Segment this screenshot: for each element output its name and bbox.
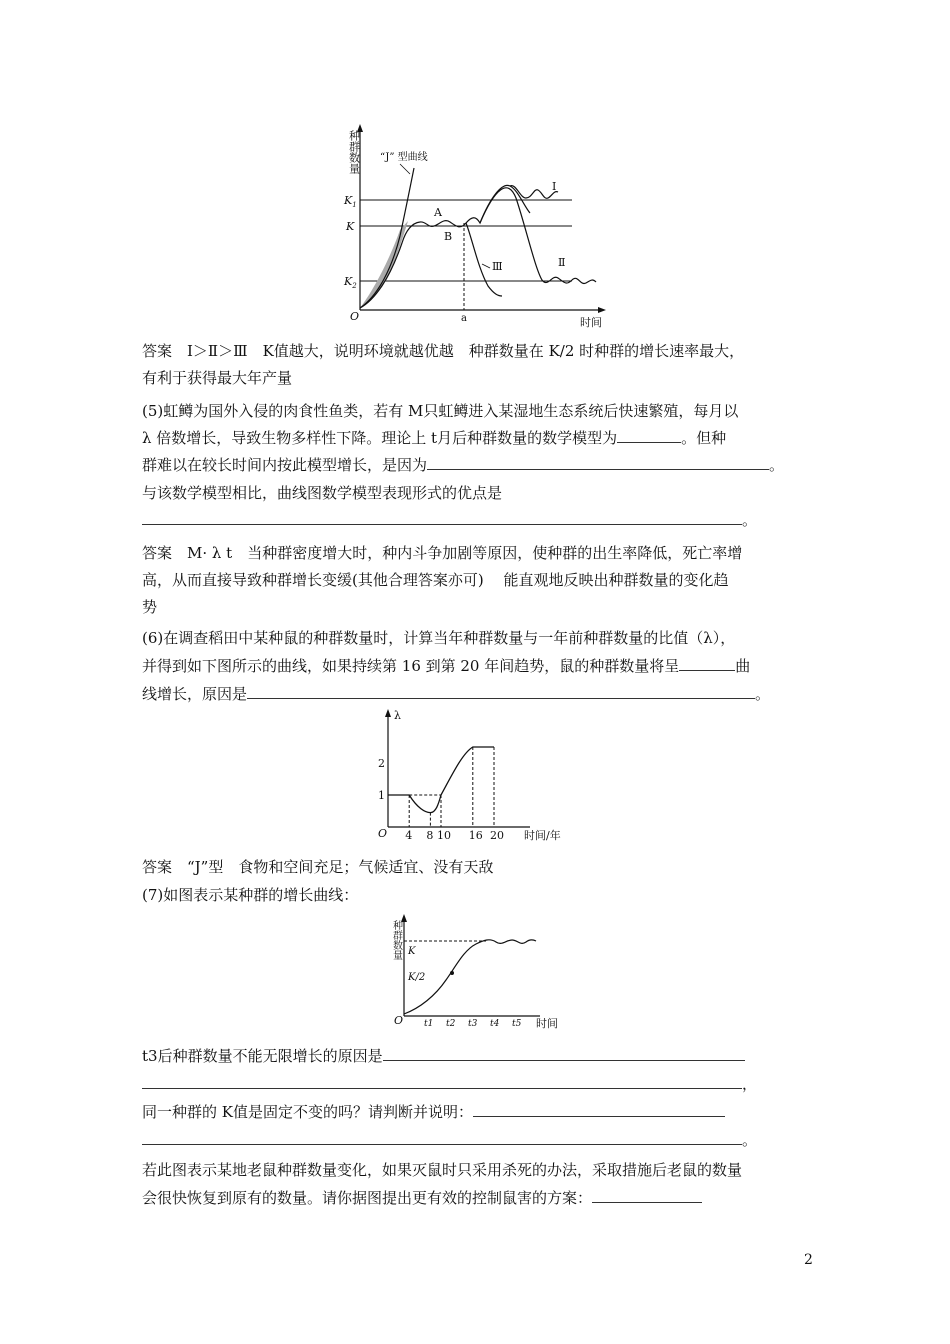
k2-label: $K_2$ bbox=[344, 275, 357, 290]
s-ylabel: 种群数量 bbox=[390, 920, 402, 960]
s-xlabel: 时间 bbox=[536, 1017, 558, 1030]
fig1-xlabel: 时间 bbox=[580, 316, 602, 329]
s-curve bbox=[360, 185, 530, 308]
blank-6b[interactable] bbox=[247, 684, 755, 699]
answer-4-line1: 答案 Ⅰ＞Ⅱ＞Ⅲ K值越大，说明环境就越优越 种群数量在 K/2 时种群的增长速率最大， bbox=[142, 342, 745, 360]
blank-7b[interactable] bbox=[142, 1074, 742, 1089]
question-5-line4: 与该数学模型相比，曲线图数学模型表现形式的优点是 bbox=[142, 484, 503, 502]
tick-a-label: a bbox=[461, 313, 467, 324]
blank-5b[interactable] bbox=[427, 455, 769, 470]
lambda-xtick-16: 16 bbox=[468, 829, 483, 842]
t5-tick: t5 bbox=[512, 1019, 522, 1029]
blank-7c[interactable] bbox=[473, 1102, 725, 1117]
blank-7a[interactable] bbox=[383, 1046, 745, 1061]
blank-5a[interactable] bbox=[617, 428, 681, 443]
question-5-line5: 。 bbox=[142, 510, 757, 530]
lambda-xtick-4: 4 bbox=[405, 829, 413, 842]
question-7-line4: 同一种群的 K值是固定不变的吗？请判断并说明： bbox=[142, 1102, 725, 1122]
figure-s-curve bbox=[380, 910, 570, 1036]
question-5-line1: (5)虹鳟为国外入侵的肉食性鱼类，若有 M只虹鳟进入某湿地生态系统后快速繁殖，每月以 bbox=[142, 402, 739, 420]
lambda-xtick-10: 10 bbox=[437, 829, 451, 842]
lambda-origin: O bbox=[378, 827, 388, 840]
question-6-line1: (6)在调查稻田中某种鼠的种群数量时，计算当年种群数量与一年前种群数量的比值（λ）， bbox=[142, 629, 736, 647]
question-7-line7: 会很快恢复到原有的数量。请你据图提出更有效的控制鼠害的方案： bbox=[142, 1188, 702, 1208]
s-k-label: K bbox=[408, 946, 416, 957]
lambda-ylabel: λ bbox=[394, 709, 401, 722]
figure-population-curves bbox=[330, 118, 620, 333]
question-7-line2: t3后种群数量不能无限增长的原因是 bbox=[142, 1046, 745, 1066]
s-origin: O bbox=[394, 1014, 404, 1027]
lambda-ytick-2: 2 bbox=[378, 757, 385, 770]
question-7-line6: 若此图表示某地老鼠种群数量变化，如果灭鼠时只采用杀死的办法，采取措施后老鼠的数量 bbox=[142, 1161, 743, 1179]
answer-5-line2: 高，从而直接导致种群增长变缓(其他合理答案亦可) 能直观地反映出种群数量的变化趋 bbox=[142, 571, 729, 589]
fig1-ylabel: 种群数量 bbox=[347, 130, 361, 174]
page-number: 2 bbox=[804, 1252, 813, 1268]
t1-tick: t1 bbox=[424, 1019, 434, 1029]
answer-5-line3: 势 bbox=[142, 598, 158, 616]
answer-6-line1: 答案 “J”型 食物和空间充足；气候适宜、没有天敌 bbox=[142, 858, 494, 876]
j-curve-label: “J” 型曲线 bbox=[380, 152, 428, 163]
blank-7d[interactable] bbox=[142, 1130, 742, 1145]
t2-tick: t2 bbox=[446, 1019, 456, 1029]
j-curve bbox=[360, 168, 414, 308]
s-k2-label: K/2 bbox=[408, 972, 426, 983]
lambda-xtick-8: 8 bbox=[426, 829, 434, 842]
k1-label: $K_1$ bbox=[344, 194, 357, 209]
answer-5-line1: 答案 M· λ t 当种群密度增大时，种内斗争加剧等原因，使种群的出生率降低，死亡率增 bbox=[142, 544, 743, 562]
question-5-line2: λ 倍数增长，导致生物多样性下降。理论上 t月后种群数量的数学模型为 。但种 bbox=[142, 429, 727, 447]
question-7-line3: ， bbox=[142, 1074, 757, 1094]
lambda-xtick-20: 20 bbox=[490, 829, 504, 842]
blank-6a[interactable] bbox=[679, 656, 735, 671]
question-6-line3: 线增长，原因是 。 bbox=[142, 685, 771, 703]
blank-7e[interactable] bbox=[592, 1188, 702, 1203]
lambda-chart bbox=[370, 705, 590, 845]
point-a-label: A bbox=[434, 206, 442, 219]
curve-1 bbox=[510, 186, 558, 199]
question-5-line3: 群难以在较长时间内按此模型增长，是因为 。 bbox=[142, 456, 785, 474]
fig1-origin: O bbox=[350, 310, 360, 323]
curve-3-label: Ⅲ bbox=[492, 260, 503, 273]
lambda-ytick-1: 1 bbox=[378, 789, 385, 802]
question-7-line5: 。 bbox=[142, 1130, 757, 1150]
answer-4-line2: 有利于获得最大年产量 bbox=[142, 369, 293, 387]
t4-tick: t4 bbox=[490, 1019, 500, 1029]
curve-2-label: Ⅱ bbox=[558, 256, 566, 269]
curve-1-label: Ⅰ bbox=[552, 180, 557, 193]
point-b-label: B bbox=[444, 230, 453, 243]
question-7-line1: (7)如图表示某种群的增长曲线： bbox=[142, 886, 359, 904]
k2-point bbox=[450, 971, 454, 975]
lambda-xlabel: 时间/年 bbox=[524, 829, 561, 842]
x-axis-arrow bbox=[598, 307, 606, 313]
t3-tick: t3 bbox=[468, 1019, 478, 1029]
blank-5c[interactable] bbox=[142, 510, 742, 525]
lambda-y-arrow bbox=[385, 709, 391, 717]
question-6-line2: 并得到如下图所示的曲线，如果持续第 16 到第 20 年间趋势，鼠的种群数量将呈 曲 bbox=[142, 657, 751, 675]
k-label: K bbox=[346, 220, 355, 233]
